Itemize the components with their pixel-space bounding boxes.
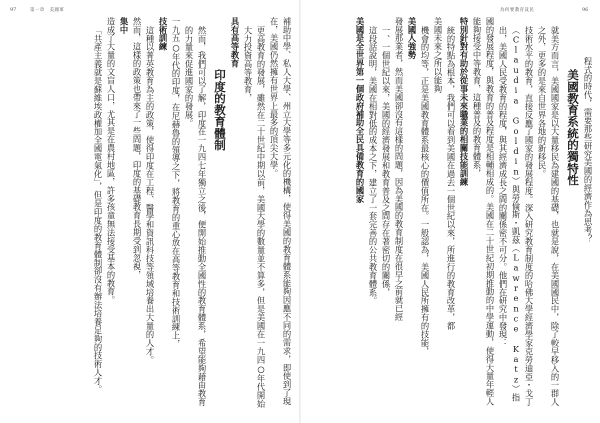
paragraph: 然而，這樣的政策也帶來了一些問題，印度的基礎教育長期受到忽視， <box>132 17 142 279</box>
paragraph: 美國未來之所以能夠 <box>433 17 443 94</box>
right-page-number: 96 <box>582 7 589 13</box>
paragraph: 發展那業者，然而美國卻沒有這樣的問題，因為美國的教育制度在很早之前就已經 <box>394 17 404 322</box>
left-page-number: 97 <box>10 7 17 13</box>
lead-question: 程式的時代，需要那些研究美國的經濟作為思考？ <box>583 57 593 243</box>
page-gutter <box>299 0 301 423</box>
paragraph: 技術水平的教育，直接反應了國家的發展程度。深入研究教育制度的哈佛大學經濟學家克勞迪亞・戈丁（Claudia Goldin）與勞倫斯・凱茲（Lawrence Katz）指出，美國人民受教育的程度，與其經濟成長之間的關係密不可分。他們在研究中發現： <box>498 26 534 407</box>
paragraph: 機會的均等，正是美國教育體系最核心的價值所在。一般認為，美國人民所擁有的技能， <box>420 26 430 356</box>
paragraph: 造成了大量的文盲人口，尤其是在農村地區，許多孩童無法接受基本的教育。 <box>106 17 116 305</box>
paragraph: 一、一個世紀以來，美國的經濟發展和教育普及之間存在著密切的關係， <box>381 26 391 297</box>
paragraph: 更高教育的發展，雖然在二十世紀中期以前，美國大學的數量並不算多，但是美國在一九四○年代開始大力投資高等教育， <box>243 26 266 408</box>
right-page <box>304 17 594 417</box>
left-page <box>8 17 293 417</box>
paragraph: 統的特點為根本，我們可以看到美國在過去一個世紀以來，所進行的教育改革，都 <box>446 26 456 331</box>
paragraph: 一九五○年代的印度，在尼赫魯的領導之下，將教育的重心放在高等教育和技術訓練上， <box>171 17 181 349</box>
paragraph: 補助中學、私人大學、州立大學等多元化的機構，使得美國的教育體系能夠因應不同的需求，即使到了現在，美國仍然擁有世界上最多的頂尖大學。 <box>269 17 292 406</box>
bold-phrase: 特別針對有助於從事未來職業的相關技能訓練 <box>459 17 469 186</box>
paragraph: 這段話說明，美國在相對低的成本之下，建立了一套完善的公共教育體系。 <box>368 26 378 305</box>
bold-phrase: 美國人強勢 <box>407 17 417 60</box>
bold-phrase: 技術訓練 <box>158 17 168 51</box>
paragraph: 這種以菁英教育為主的政策，使得印度在工程、醫學和資訊科技等領域培養出大量的人才。 <box>145 26 155 364</box>
paragraph: 「共產主義就是蘇維埃政權加全國電氣化」，但是印度的教育體制卻沒有辦法培養足夠的技術人才。 <box>93 26 103 394</box>
section-heading-india-education: 印度的教育體制 <box>213 69 227 151</box>
paragraph: 然而，我們可以了解，印度在一九四七年獨立之後，便開始推動全國性的教育體系，希望能夠藉由教育的力量來促進國家的發展。 <box>184 26 207 407</box>
bold-phrase: 具有高等教育 <box>230 17 240 68</box>
bold-phrase: 集中 <box>119 17 129 34</box>
right-running-head: 為何要教育貧民 <box>500 8 535 13</box>
bold-phrase: 美國是全世界第一個政府補助全民具備教育的國家 <box>355 17 365 203</box>
section-heading-us-education: 美國教育系統的獨特性 <box>566 69 580 186</box>
left-running-head: 第一章 美國軍 <box>30 8 65 13</box>
paragraph: 國的發展程度，與教育的普及程度是相輔相成的。美國在二十世紀初期推動的中學運動，使得大量年輕人能夠接受中等教育，這種普及的教育體系， <box>472 17 495 406</box>
paragraph: 就美方而言，美國國家是以大量移民為建國的基礎，也就是說，在美國國民中，除了較早移入的一群人之外，更多的是來自世界各地的新移民。 <box>537 26 560 407</box>
